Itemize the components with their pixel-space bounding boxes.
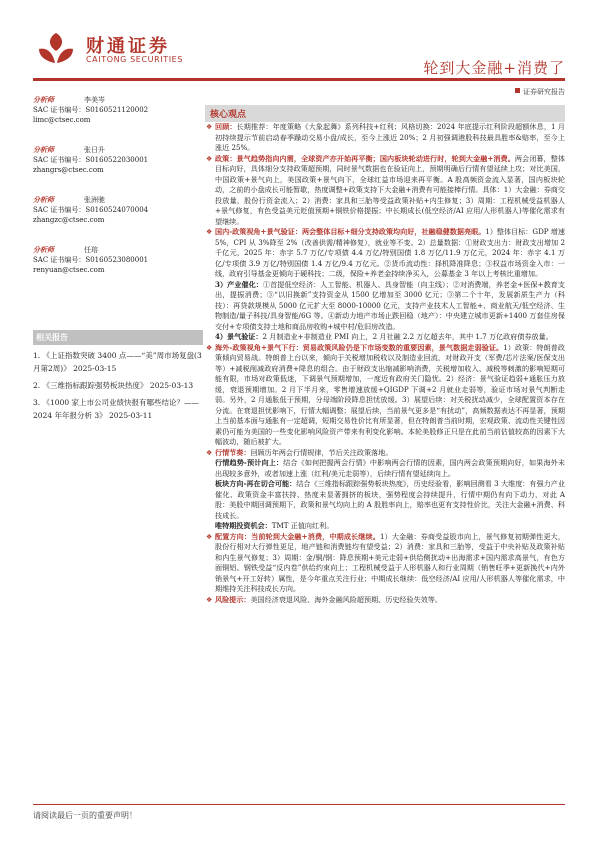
analyst-name: 张日升 (84, 146, 105, 154)
core-paragraph: ❖ 风险提示：美国经济衰退风险、海外金融风险超预期、历史经验失效等。 (206, 594, 442, 604)
core-paragraph: 行情趋势-预计向上：结合《如何把握两会行情》中影响两会行情的因素，国内两会政策预期向好，如果海外未出现较多意外，或者加速上涨（红利/美元走弱等），后续行情有望延续向上。 (215, 458, 565, 478)
related-report-link[interactable]: 1. 《上证指数突破 3400 点——“美”周市场复盘(3月第2周)》 2025-03-15 (33, 351, 202, 373)
analyst-email[interactable]: zhangzc@ctsec.com (33, 216, 105, 224)
header-divider (33, 78, 565, 81)
core-paragraph: ❖ 海外-政策视角+景气下行：贸易政策风险仍是下市场变数的重要因素，景气数据走弱验证。1）政策：特朗普政策倾向贸易战。特朗普上台以来，倾向于关税增加税收以及制造业回流，对财政开支（军费/芯片法案/医保支出等）+减税削减政府消费+降息的组合。由于财政支出缩减影响消费，关税增加收入、减税等刺激的影响短期可能有限，市场对政策低迷，下调景气预期增加，一度近有政府关门隐忧。2）经济：景气验证趋弱+通胀压力放缓，衰退预期增加。2 月下半月来，零售增速放缓+QIGDP 下调+2 月就业走弱等，验证市场对景气判断走弱。另外，2 月通胀低于预期，分母端阶段降息担忧放缓。3）展望后续：对关税扰动减少，全球配置资本存在分流。在衰退担忧影响下，行情大幅调整；展望后续，当前景气更多是“有扰动”，高频数据表达不再显著，预期上当前基本面与通胀有一定超调，短期交易性价比有所显著，但在特朗普当前时期，宏观政策、流动性关键性因素仍可能为美国的一些变化影响风险资产带来有利变化影响。本轮美股修正只是在此前当前估值较高的因素下大幅波动，随后被扩大。 (206, 342, 566, 446)
core-paragraph: 3）产业催化：①首提低空经济：人工智能、机器人、具身智能（向主线）；②对消费端，养老金+医保+教育支出，提振消费；③“以旧换新”支持资金从 1500 亿增加至 3000 亿元；③第二个十年，发展新质生产力（科技）：再贷款规模从 5000 亿元扩大至 8000-10000 亿元，支持产业技术人工智能+、商业航天/低空经济、生物制造/量子科技/具身智能/6G 等。④新动力地产市场止跌回稳（地产）：中央建立城市更新+1400 万套住房保交付+专项债支持土地和商品房收购+城中村/危旧房改造。 (215, 279, 566, 331)
report-type: 证券研究报告 (515, 87, 565, 97)
analyst-name: 张洲驰 (84, 196, 105, 204)
diamond-bullet-icon: ❖ (206, 532, 213, 541)
diamond-bullet-icon: ❖ (206, 123, 213, 131)
related-report-link[interactable]: 3. 《1000 家上市公司业绩快报有哪些结论？——2024 年年报分析 3》 2025-03-11 (33, 398, 200, 420)
report-title: 轮到大金融+消费了 (423, 59, 565, 77)
core-views (205, 105, 565, 605)
analyst-cert: SAC 证书编号：S0160521120002 (33, 106, 149, 114)
analyst-cert: SAC 证书编号：S0160524070004 (33, 206, 149, 214)
core-paragraph: ❖ 政策：景气趋势指向内需，全球资产亦开始再平衡；国内板块轮动进行时，轮到大金融+消费。两会闭幕，整体目标向好，具体细分支持政策超预期，同时景气数据也在验证向上，预期明确后行情有望延续上攻；对比美国，中国政策+景气向上，美国政策+景气向下，全球红益市场迎来再平衡。A 股高频资金流入显著，国内板块轮动，之前的小盘成长可能暂歇，热度调整+政策支持下大金融+消费有可能接棒行情。具体：1）大金融：券商交投放量，股份行资金流入；2）消费：家具和三胎等受益政策补贴+内生修复；3）周期：工程机械受益机器人+景气修复，有色受益美元贬值预期+铜铁价格提振；中长期成长(低空经济/AI 应用/人形机器人)等催化需求有望继续。 (206, 153, 565, 226)
analyst-cert: SAC 证书编号：S0160522030001 (33, 156, 149, 164)
related-reports (33, 330, 203, 422)
analyst-column (33, 95, 203, 295)
footer-divider (33, 804, 565, 805)
analyst-block: 分析师 张洲驰 SAC 证书编号：S0160524070004 zhangzc@ctsec.com (33, 195, 203, 245)
analyst-email[interactable]: limc@ctsec.com (33, 116, 91, 124)
analyst-name: 李美岑 (84, 96, 105, 104)
analyst-block: 分析师 任瑢 SAC 证书编号：S0160523080001 renyuan@ctsec.com (33, 245, 203, 295)
analyst-name: 任瑢 (84, 246, 98, 254)
analyst-email[interactable]: renyuan@ctsec.com (33, 266, 105, 274)
core-paragraph: 板块方向-再在切合可能：结合《三维指标跟踪强势板块热度》，历史经验看，影响回测看 3 大维度：有强力产业催化、政策资金丰富扶持、热度未显著拥挤的板块，强势程度会持续提升，行情中期仍有向下动力，对此 A 股：美股中期回调预期下，政策和景气均向上的 A 股胜率向上，赔率也更有支持性价比，关注大金融+消费、科技成长。 (215, 479, 565, 520)
analyst-email[interactable]: zhangrs@ctsec.com (33, 166, 104, 174)
related-report-link[interactable]: 2. 《三维指标跟踪强势板块热度》 2025-03-13 (33, 381, 194, 390)
diamond-bullet-icon: ❖ (206, 448, 213, 457)
analyst-block: 分析师 张日升 SAC 证书编号：S0160522030001 zhangrs@ctsec.com (33, 145, 203, 195)
footer-disclaimer: 请阅读最后一页的重要声明！ (33, 811, 137, 820)
caitong-logo-icon (33, 29, 79, 69)
brand-name-en: CAITONG SECURITIES (86, 55, 183, 64)
square-bullet-icon (515, 88, 520, 93)
core-views-title: 核心观点 (205, 105, 565, 122)
core-paragraph: 4）景气验证：2 月制造业+非制造业 PMI 向上，2 月社融 2.2 万亿超去年，其中 1.7 万亿政府债券放量。 (215, 332, 553, 341)
core-paragraph: ❖ 国内-政策视角+景气验证：两会整体目标+细分支持政策均向好，社融稳健数据亮眼。1）整体目标：GDP 增速 5%，CPI 从 3%降至 2%（改善供需/精神修复），就业等不变。2）总量数据：①财政支出力：财政支出增加 2 千亿元，2025 年：赤字 5.7 万亿/专项债 4.4 万亿/特别国债 1.8 万亿/11.9 万亿元，2024 年：赤字 4.1 万亿/专项债 3.9 万亿/特别国债 1.4 万亿/9.4 万亿元。②货币流动性：择机降准降息；③权益市场资金入市：一线，政府引导基金更倾向于硬科技；二级，保险+养老金持续净买入，公募基金 3 年以上考核比重增加。 (206, 227, 565, 278)
diamond-bullet-icon: ❖ (206, 595, 213, 604)
analyst-block: 分析师 李美岑 SAC 证书编号：S0160521120002 limc@ctsec.com (33, 95, 203, 145)
core-paragraph: ❖ 回顾：长期推荐：年度策略《大象起舞》系列科技+红利；风格切换：2024 年底提示红利阶段超额休息，1 月初持续提示节前启动春季躁动交易小盘/成长，至今上涨近 20%；2 月初强调港股科技最具胜率&赔率，至今上涨近 25%。 (206, 122, 565, 152)
diamond-bullet-icon: ❖ (206, 343, 213, 352)
related-reports-title: 相关报告 (33, 330, 203, 345)
brand-name: 财通证券 (86, 36, 170, 57)
report-header (0, 0, 595, 108)
core-paragraph: ❖ 行情节奏：回顾历年两会行情规律，节后关注政策落地。 (206, 447, 393, 457)
core-paragraph: ❖ 配置方向：当前轮到大金融+消费，中期成长继续。1）大金融：券商受益股市向上，景气修复初期弹性更大，股份行相对大行弹性更足，地产链和消费链均有望受益；2）消费：家具和三胎等，受益于中央补贴及政策补贴和内生景气修复；3）周期：金/铜/钢：降息预期+美元走弱+供给侧扰动+出海需求+国内需求高景气，有色方面铜铝、钢铁受益“反内卷”供给约束向上；工程机械受益于人形机器人和行业周期（销售旺季+更新换代+内外销景气+开工好转）属性，是今年重点关注行业；中期成长继续：低空经济/AI 应用/人形机器人等催化需求，中期维持关注科技成长方向。 (206, 531, 565, 593)
core-paragraph: 唯特期投资机会：TMT 正值向红利。 (215, 521, 334, 530)
analyst-cert: SAC 证书编号：S0160523080001 (33, 256, 149, 264)
diamond-bullet-icon: ❖ (206, 228, 213, 236)
diamond-bullet-icon: ❖ (206, 154, 213, 163)
